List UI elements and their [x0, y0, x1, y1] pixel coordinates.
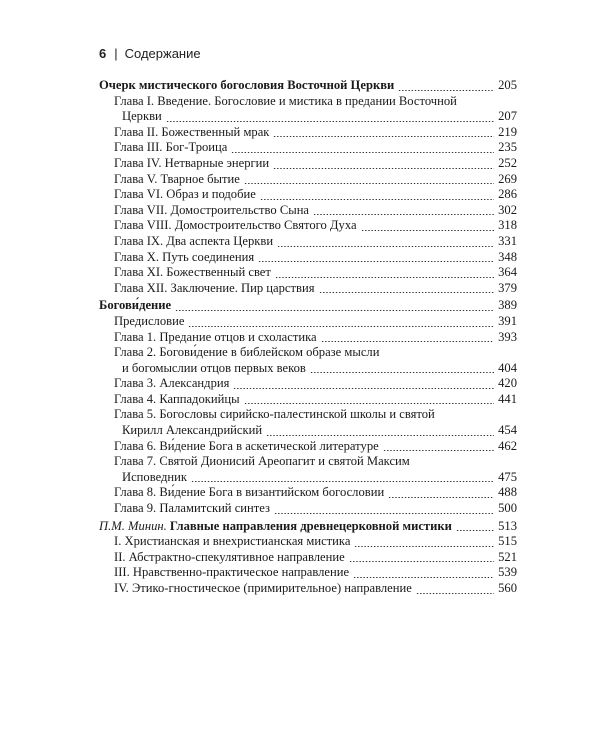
toc-entry-text: Церкви [122, 109, 162, 124]
toc-entry-text: Глава VIII. Домостроительство Святого Духа [114, 218, 357, 233]
toc-entry-text: Глава XII. Заключение. Пир царствия [114, 280, 315, 295]
toc-entry-text: Глава 7. Святой Дионисий Ареопагит и святой Максим [114, 454, 410, 469]
toc-entry-text: Кирилл Александрийский [122, 423, 263, 438]
toc-page-number: 462 [498, 438, 517, 453]
toc-entry-text: Глава 9. Паламитский синтез [114, 501, 270, 516]
toc-entry[interactable] [99, 345, 517, 361]
running-head-separator: | [114, 46, 118, 61]
dot-leader [260, 199, 494, 200]
toc-entry[interactable] [99, 265, 517, 281]
toc-page-number: 393 [498, 329, 517, 344]
toc-page-number: 404 [498, 360, 517, 375]
toc-page-number: 515 [498, 534, 517, 549]
toc-page-number: 348 [498, 249, 517, 264]
toc-entry-continuation[interactable] [99, 109, 517, 125]
dot-leader [188, 326, 494, 327]
toc-section-title: Главные направления древнецерковной мистики [169, 518, 452, 533]
dot-leader [416, 593, 494, 594]
toc-entry-text: Глава 8. Ви́дение Бога в византийском богословии [114, 485, 385, 500]
toc-entry-text: Глава 1. Предание отцов и схоластика [114, 329, 317, 344]
dot-leader [266, 435, 494, 436]
toc-entry[interactable] [99, 392, 517, 408]
dot-leader [231, 152, 494, 153]
toc-page-number: 379 [498, 280, 517, 295]
toc-page-number: 235 [498, 140, 517, 155]
toc-page-number: 269 [498, 171, 517, 186]
dot-leader [361, 230, 494, 231]
toc-entry-text: Глава IX. Два аспекта Церкви [114, 233, 274, 248]
toc-entry-text: Предисловие [114, 313, 185, 328]
toc-section-title-group [99, 519, 452, 535]
toc-entry[interactable] [99, 234, 517, 250]
toc-entry-text: I. Христианская и внехристианская мистика [114, 534, 351, 549]
toc-author: П.М. Минин. [99, 518, 167, 533]
toc-entry[interactable] [99, 156, 517, 172]
toc-entry-text: III. Нравственно-практическое направление [114, 565, 350, 580]
toc-page-number: 205 [498, 78, 517, 92]
toc-entry-text: Исповедник [122, 469, 188, 484]
toc-entry-text: Глава I. Введение. Богословие и мистика в предании Восточной [114, 93, 457, 108]
toc-page-number: 560 [498, 581, 517, 595]
toc-page-number: 475 [498, 469, 517, 484]
page-number: 6 [99, 46, 107, 61]
toc-section-title: Богови́дение [99, 298, 172, 313]
dot-leader [388, 497, 494, 498]
toc-entry[interactable] [99, 439, 517, 455]
toc-page-number: 488 [498, 485, 517, 500]
toc-entry[interactable] [99, 581, 517, 597]
toc-entry-text: Глава 4. Каппадокийцы [114, 391, 240, 406]
dot-leader [244, 183, 494, 184]
toc-entry[interactable] [99, 218, 517, 234]
toc-page-number: 318 [498, 218, 517, 233]
toc-entry-text: Глава 2. Богови́дение в библейском образе мысли [114, 345, 380, 360]
dot-leader [313, 214, 494, 215]
toc-page-number: 441 [498, 391, 517, 406]
toc-entry-continuation[interactable] [99, 361, 517, 377]
dot-leader [273, 168, 494, 169]
toc-entry[interactable] [99, 314, 517, 330]
toc-entry[interactable] [99, 94, 517, 110]
dot-leader [244, 403, 494, 404]
toc-entry-text: Глава 3. Александрия [114, 376, 230, 391]
toc-page-number: 539 [498, 565, 517, 580]
running-head [99, 46, 201, 61]
toc-entry-text: Глава 5. Богословы сирийско-палестинской школы и святой [114, 407, 435, 422]
toc-entry-text: Глава II. Божественный мрак [114, 124, 270, 139]
dot-leader [456, 530, 494, 531]
toc-entry-text: Глава XI. Божественный свет [114, 265, 271, 280]
toc-entry[interactable] [99, 187, 517, 203]
dot-leader [321, 341, 494, 342]
toc-entry[interactable] [99, 407, 517, 423]
toc-page-number: 286 [498, 187, 517, 202]
toc-entry-text: II. Абстрактно-спекулятивное направление [114, 549, 345, 564]
toc-page-number: 391 [498, 313, 517, 328]
toc-page-number: 252 [498, 155, 517, 170]
toc-entry[interactable] [99, 485, 517, 501]
toc-entry[interactable] [99, 454, 517, 470]
toc-entry-text: Глава VII. Домостроительство Сына [114, 202, 310, 217]
dot-leader [319, 292, 494, 293]
running-head-title: Содержание [124, 46, 201, 61]
dot-leader [275, 277, 494, 278]
toc-entry[interactable] [99, 125, 517, 141]
toc-entry[interactable] [99, 550, 517, 566]
toc-section-heading[interactable] [99, 78, 517, 94]
toc-entry-continuation[interactable] [99, 470, 517, 486]
toc-entry-text: Глава V. Тварное бытие [114, 171, 240, 186]
toc-entry-text: Глава VI. Образ и подобие [114, 187, 256, 202]
toc-entry[interactable] [99, 140, 517, 156]
toc-entry[interactable] [99, 534, 517, 550]
dot-leader [277, 246, 494, 247]
dot-leader [354, 546, 494, 547]
toc-entry-continuation[interactable] [99, 423, 517, 439]
toc-page-number: 302 [498, 202, 517, 217]
toc-page-number: 219 [498, 124, 517, 139]
dot-leader [273, 136, 494, 137]
toc-page-number: 454 [498, 423, 517, 438]
table-of-contents [99, 78, 517, 597]
dot-leader [166, 121, 494, 122]
dot-leader [353, 577, 494, 578]
toc-entry-text: Глава IV. Нетварные энергии [114, 155, 270, 170]
dot-leader [233, 388, 494, 389]
dot-leader [274, 513, 494, 514]
toc-entry[interactable] [99, 250, 517, 266]
toc-entry[interactable] [99, 203, 517, 219]
toc-section-heading[interactable] [99, 519, 517, 535]
dot-leader [175, 310, 494, 311]
toc-entry[interactable] [99, 281, 517, 297]
toc-page-number: 420 [498, 376, 517, 391]
toc-entry-text: Глава X. Путь соединения [114, 249, 255, 264]
toc-page-number: 207 [498, 109, 517, 124]
dot-leader [310, 372, 494, 373]
toc-entry[interactable] [99, 376, 517, 392]
toc-entry[interactable] [99, 501, 517, 517]
toc-section-title: Очерк мистического богословия Восточной Церкви [99, 78, 395, 92]
toc-entry-text: Глава 6. Ви́дение Бога в аскетической литературе [114, 438, 379, 453]
toc-section-heading[interactable] [99, 298, 517, 314]
toc-page-number: 513 [498, 518, 517, 533]
toc-page-number: 500 [498, 501, 517, 516]
dot-leader [398, 90, 494, 91]
toc-entry[interactable] [99, 172, 517, 188]
toc-entry[interactable] [99, 565, 517, 581]
dot-leader [258, 261, 494, 262]
toc-page-number: 521 [498, 549, 517, 564]
toc-entry[interactable] [99, 330, 517, 346]
dot-leader [191, 481, 494, 482]
toc-entry-text: Глава III. Бог-Троица [114, 140, 228, 155]
toc-page-number: 331 [498, 233, 517, 248]
toc-page-number: 389 [498, 298, 517, 313]
toc-entry-text: и богомыслии отцов первых веков [122, 360, 306, 375]
toc-page-number: 364 [498, 265, 517, 280]
toc-entry-text: IV. Этико-гностическое (примирительное) направление [114, 581, 412, 595]
dot-leader [349, 561, 494, 562]
dot-leader [383, 450, 494, 451]
